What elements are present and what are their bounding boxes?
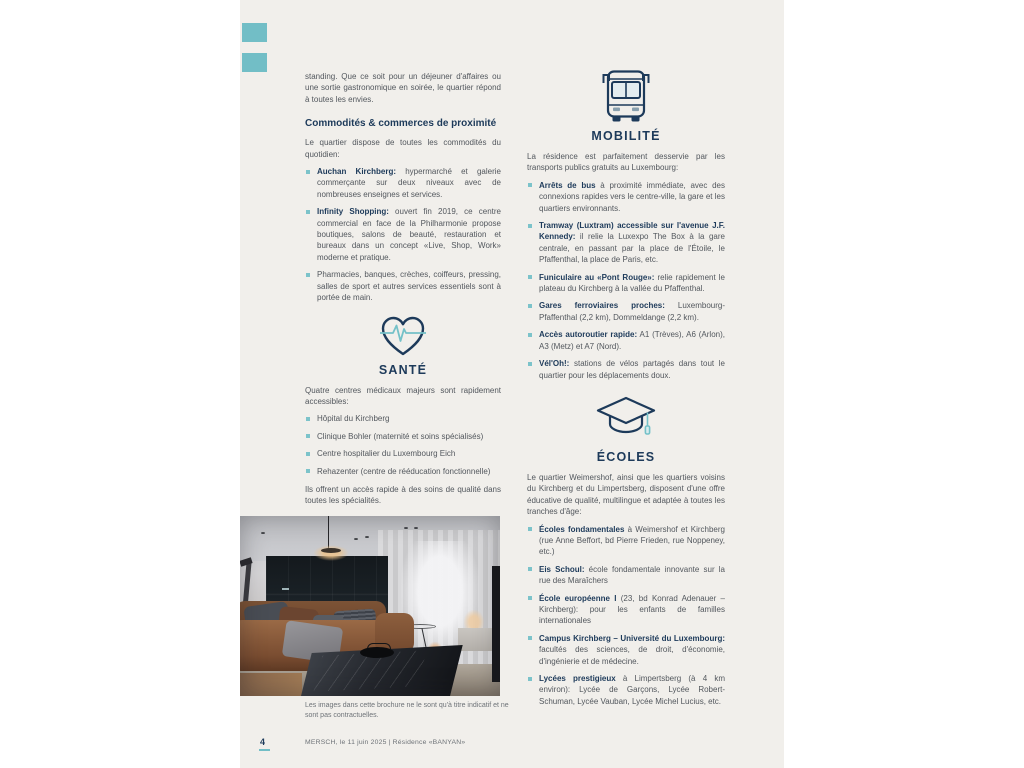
bullet-item: [527, 673, 725, 707]
bullet-text: Auchan Kirchberg: hypermarché et galerie commerçante sur deux niveaux avec de nombreuses enseignes et services.: [317, 167, 501, 199]
bullet-item: [305, 431, 501, 442]
bullet-text: Rehazenter (centre de rééducation fonctionnelle): [317, 466, 491, 476]
intro-paragraph: standing. Que ce soit pour un déjeuner d'affaires ou une sortie gastronomique en soirée, le quartier répond à toutes les envies.: [305, 72, 501, 104]
right-column: [527, 60, 725, 707]
bullet-marker: [306, 210, 310, 214]
footer-text: MERSCH, le 11 juin 2025 | Résidence «BANYAN»: [305, 739, 466, 746]
bullet-marker: [528, 677, 532, 681]
bullet-text: Lycées prestigieux à Limpertsberg (à 4 km environ): Lycée de Garçons, Lycée Robert-Schuman, Lycée Vauban, Lycée Michel Lucius, etc.: [539, 674, 725, 706]
ecoles-intro: Le quartier Weimershof, ainsi que les quartiers voisins du Kirchberg et du Limpertsberg, disposent d'une offre éducative de qualité, multilingue et adaptée à toutes les tranches d'âge:: [527, 472, 725, 517]
bullet-item: [305, 413, 501, 424]
page-number: 4: [260, 737, 266, 747]
commodites-heading: Commodités & commerces de proximité: [305, 118, 497, 130]
bullet-item: [305, 269, 501, 303]
bullet-text: Gares ferroviaires proches: Luxembourg-Pfaffenthal (2,2 km), Dommeldange (2,2 km).: [539, 301, 726, 322]
sante-heading: SANTÉ: [378, 362, 428, 377]
bullet-item: [305, 448, 501, 459]
ecoles-icon-wrap: [527, 395, 725, 445]
bullet-marker: [528, 596, 532, 600]
bullet-marker: [306, 469, 310, 473]
bullet-marker: [306, 452, 310, 456]
bullet-text: Écoles fondamentales à Weimershof et Kirchberg (rue Anne Beffort, bd Pierre Frieden, rue Noppeney, etc.): [539, 524, 725, 557]
bullet-item: [527, 300, 725, 323]
bullet-text: Funiculaire au «Pont Rouge»: relie rapidement le plateau du Kirchberg à la vallée du Pfaffenthal.: [539, 272, 725, 294]
bullet-item: [527, 524, 725, 558]
bullet-item: [527, 593, 725, 627]
bullet-text: Pharmacies, banques, crèches, coiffeurs, pressing, salles de sport et autres services essentiels sont à portée de main.: [317, 270, 501, 303]
bullet-text: Tramway (Luxtram) accessible sur l'avenue J.F. Kennedy: il relie la Luxexpo The Box à la gare centrale, en passant par la place de l'Étoile, le Pfaffenthal, la place de Paris, etc.: [539, 221, 725, 265]
bullet-marker: [306, 273, 310, 277]
bullet-marker: [528, 333, 532, 337]
page-number-underline: [259, 749, 270, 751]
interior-photo: [240, 516, 500, 696]
photo-caption: Les images dans cette brochure ne le sont qu'à titre indicatif et ne sont pas contractuelles.: [305, 702, 509, 719]
bullet-marker: [528, 527, 532, 531]
mobilite-bullet-list: [527, 180, 725, 381]
bullet-text: École européenne I (23, bd Konrad Adenauer – Kirchberg): pour les enfants de familles internationales: [539, 593, 726, 626]
bullet-item: [305, 166, 501, 200]
commodites-intro: Le quartier dispose de toutes les commodités du quotidien:: [305, 138, 501, 159]
bullet-item: [305, 466, 501, 477]
bullet-marker: [528, 362, 532, 366]
bullet-item: [527, 358, 725, 381]
document-page: [240, 0, 784, 768]
bullet-marker: [528, 275, 532, 279]
bullet-marker: [528, 567, 532, 571]
bullet-text: Infinity Shopping: ouvert fin 2019, ce centre commercial en face de la Philharmonie propose boutiques, salons de beauté, restauration et bureaux dans un concept «Live, Shop, Work» moderne et pratique.: [317, 207, 502, 262]
ecoles-bullet-list: [527, 524, 725, 708]
bullet-item: [527, 272, 725, 295]
bullet-marker: [306, 417, 310, 421]
bullet-item: [527, 633, 725, 667]
bullet-text: Clinique Bohler (maternité et soins spécialisés): [317, 431, 484, 441]
accent-bar: [242, 53, 267, 72]
mobilite-intro: La résidence est parfaitement desservie par les transports publics gratuits au Luxembourg:: [527, 152, 725, 173]
bullet-text: Accès autoroutier rapide: A1 (Trèves), A6 (Arlon), A3 (Metz) et A7 (Nord).: [539, 330, 725, 351]
bullet-item: [527, 564, 725, 587]
sante-bullet-list: [305, 413, 501, 477]
bullet-marker: [306, 434, 310, 438]
commodites-bullet-list: [305, 166, 501, 303]
heart-pulse-icon: [380, 316, 426, 358]
bullet-marker: [528, 224, 532, 228]
photo-vignette: [240, 516, 500, 696]
bullet-marker: [528, 183, 532, 187]
bullet-item: [527, 329, 725, 352]
bus-icon: [599, 68, 653, 124]
sante-icon-wrap: [305, 316, 501, 358]
bullet-text: Campus Kirchberg – Université du Luxembourg: facultés des sciences, de droit, d'économie, d'ingénierie et de médecine.: [539, 633, 725, 666]
bullet-marker: [528, 304, 532, 308]
bullet-text: Vél'Oh!: stations de vélos partagés dans tout le quartier pour les déplacements doux.: [539, 359, 725, 380]
bullet-item: [527, 180, 725, 214]
left-column: [305, 71, 501, 507]
mobilite-icon-wrap: [527, 68, 725, 124]
mobilite-heading: MOBILITÉ: [591, 129, 661, 143]
bullet-marker: [306, 170, 310, 174]
bullet-item: [527, 220, 725, 266]
accent-bar: [242, 23, 267, 42]
bullet-text: Arrêts de bus à proximité immédiate, avec des connexions rapides vers le centre-ville, la gare et les quartiers environnants.: [539, 180, 726, 213]
bullet-text: Hôpital du Kirchberg: [317, 414, 390, 424]
bullet-text: Centre hospitalier du Luxembourg Eich: [317, 449, 456, 459]
ecoles-heading: ÉCOLES: [596, 449, 656, 464]
sante-outro: Ils offrent un accès rapide à des soins de qualité dans toutes les spécialités.: [305, 484, 501, 506]
sante-intro: Quatre centres médicaux majeurs sont rapidement accessibles:: [305, 385, 501, 406]
bullet-text: Eis Schoul: école fondamentale innovante sur la rue des Maraîchers: [539, 564, 725, 586]
bullet-item: [305, 206, 501, 263]
graduation-cap-icon: [595, 395, 657, 445]
bullet-marker: [528, 636, 532, 640]
